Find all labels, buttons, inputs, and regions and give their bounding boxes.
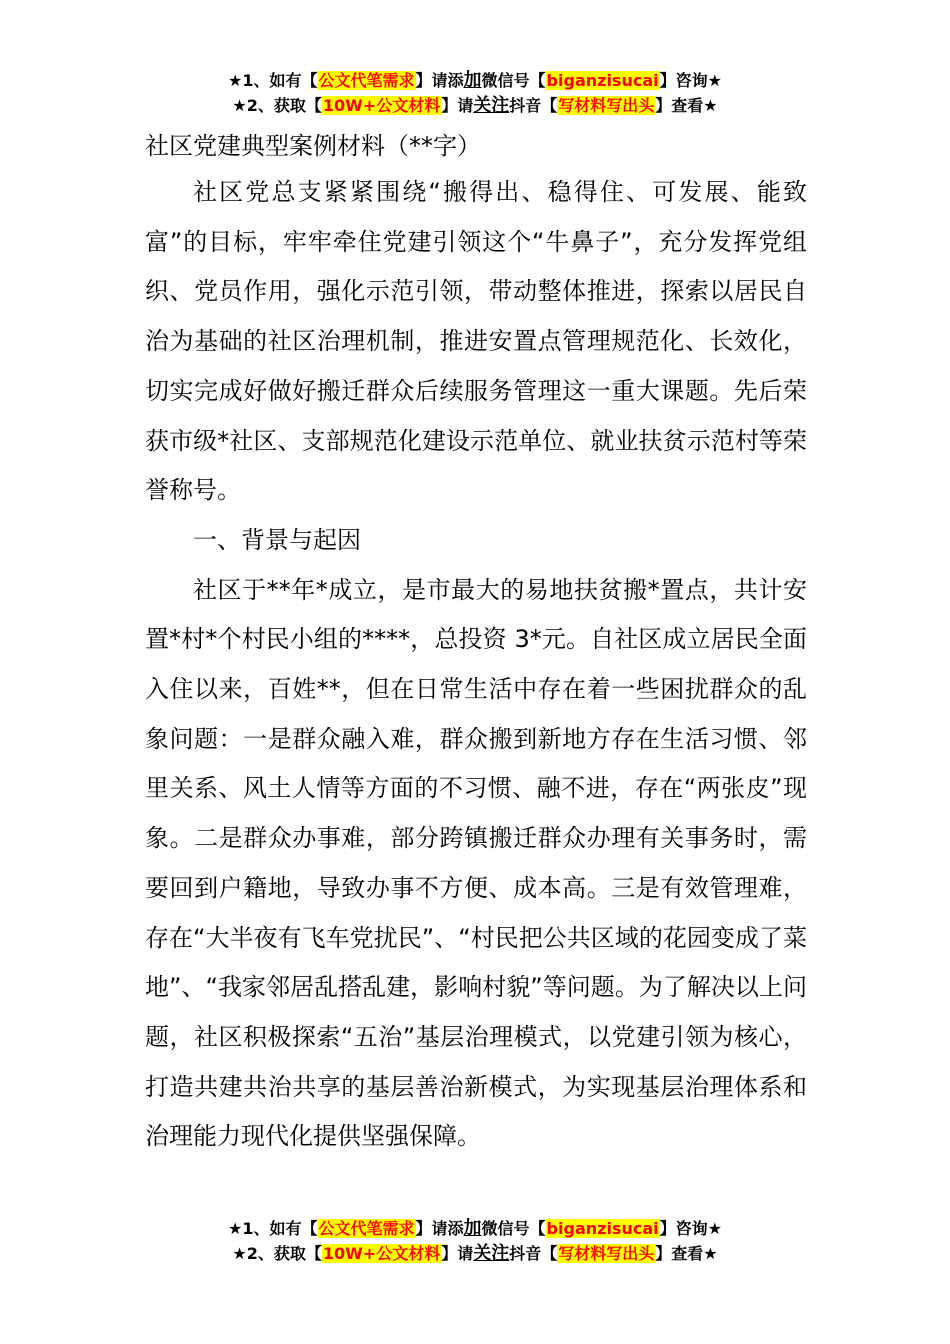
banner-line-1-highlight-wechat-id: biganzisucai	[546, 1219, 659, 1238]
banner-line-1-suffix: 】咨询★	[659, 1219, 722, 1238]
section-heading-background: 一、背景与起因	[193, 525, 361, 554]
banner-line-1-highlight-service: 公文代笔需求	[318, 71, 415, 90]
banner-line-2-suffix: 】查看★	[655, 1244, 718, 1263]
banner-line-2-emphasis: 关注	[473, 1243, 510, 1264]
banner-line-2-highlight-materials: 10W+公文材料	[322, 1244, 441, 1263]
document-title: 社区党建典型案例材料（**字）	[145, 132, 481, 160]
banner-line-1-suffix: 】咨询★	[659, 71, 722, 90]
banner-line-1-mid-2: 微信号【	[481, 1219, 546, 1238]
banner-line-2-highlight-douyin: 写材料写出头	[558, 96, 655, 115]
document-body	[145, 124, 807, 1162]
banner-line-1-emphasis: 加	[463, 1218, 482, 1239]
banner-line-2	[0, 93, 950, 118]
banner-line-2-mid-2: 抖音【	[509, 96, 558, 115]
banner-line-2-highlight-douyin: 写材料写出头	[558, 1244, 655, 1263]
banner-line-1-mid: 】请添	[415, 1219, 464, 1238]
banner-line-2-highlight-materials: 10W+公文材料	[322, 96, 441, 115]
banner-line-2-mid-2: 抖音【	[509, 1244, 558, 1263]
banner-line-1-highlight-wechat-id: biganzisucai	[546, 71, 659, 90]
intro-paragraph: 社区党总支紧紧围绕“搬得出、稳得住、可发展、能致富”的目标，牢牢牵住党建引领这个“牛鼻子”，充分发挥党组织、党员作用，强化示范引领，带动整体推进，探索以居民自治为基础的社区治理机制，推进安置点管理规范化、长效化，切实完成好做好搬迁群众后续服务管理这一重大课题。先后荣获市级*社区、支部规范化建设示范单位、就业扶贫示范村等荣誉称号。	[145, 178, 807, 505]
banner-line-2-emphasis: 关注	[473, 95, 510, 116]
banner-line-1-emphasis: 加	[463, 70, 482, 91]
banner-line-1	[0, 68, 950, 93]
banner-line-1-prefix: ★1、如有【	[228, 1219, 318, 1238]
banner-line-1-highlight-service: 公文代笔需求	[318, 1219, 415, 1238]
banner-line-1-mid: 】请添	[415, 71, 464, 90]
bottom-banner	[0, 1216, 950, 1266]
banner-line-1-mid-2: 微信号【	[481, 71, 546, 90]
banner-line-1-prefix: ★1、如有【	[228, 71, 318, 90]
banner-line-2-prefix: ★2、获取【	[232, 1244, 322, 1263]
banner-line-2-prefix: ★2、获取【	[232, 96, 322, 115]
background-paragraph: 社区于**年*成立，是市最大的易地扶贫搬*置点，共计安置*村*个村民小组的****，总投资 3*元。自社区成立居民全面入住以来，百姓**，但在日常生活中存在着一些困扰群众的乱象问题：一是群众融入难，群众搬到新地方存在生活习惯、邻里关系、风土人情等方面的不习惯、融不进，存在“两张皮”现象。二是群众办事难，部分跨镇搬迁群众办理有关事务时，需要回到户籍地，导致办事不方便、成本高。三是有效管理难，存在“大半夜有飞车党扰民”、“村民把公共区域的花园变成了菜地”、“我家邻居乱搭乱建，影响村貌”等问题。为了解决以上问题，社区积极探索“五治”基层治理模式，以党建引领为核心，打造共建共治共享的基层善治新模式，为实现基层治理体系和治理能力现代化提供坚强保障。	[145, 575, 807, 1151]
banner-line-2	[0, 1241, 950, 1266]
banner-line-2-mid: 】请	[441, 96, 474, 115]
banner-line-1	[0, 1216, 950, 1241]
banner-line-2-suffix: 】查看★	[655, 96, 718, 115]
banner-line-2-mid: 】请	[441, 1244, 474, 1263]
top-banner	[0, 68, 950, 118]
